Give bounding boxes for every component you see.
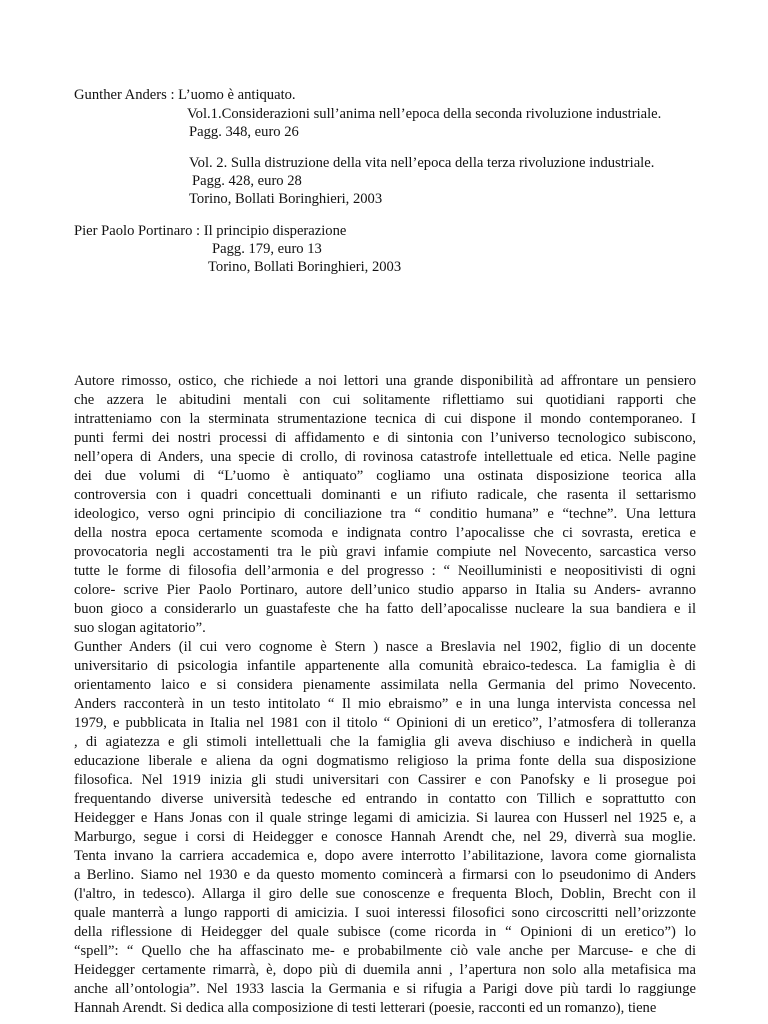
anders-publisher: Torino, Bollati Boringhieri, 2003 <box>189 191 383 207</box>
body-line: filosofica. Nel 1919 inizia gli studi universitari con Cassirer e con Panofsky e li prosegue poi <box>74 772 696 788</box>
portinaro-pages: Pagg. 179, euro 13 <box>212 241 322 257</box>
body-line: che azzera le abitudini mentali con cui solitamente riflettiamo sui quotidiani rapporti che <box>74 392 696 408</box>
body-line: Tenta invano la carriera accademica e, dopo avere interrotto l’abilitazione, lavora come giornalista <box>74 848 696 864</box>
body-line: orientamento laico e si considera pienamente assimilata nella Germania del primo Novecento. <box>74 677 696 693</box>
body-line: a Berlino. Siamo nel 1930 e da questo momento comincerà a firmarsi con lo pseudonimo di Anders <box>74 867 696 883</box>
body-line: dei due volumi di “L’uomo è antiquato” cogliamo una ostinata disposizione teorica alla <box>74 468 696 484</box>
body-line: quale manterrà a lungo rapporti di amicizia. I suoi interessi filosofici sono circoscritti nell’orizzonte <box>74 905 696 921</box>
body-line: colore- scrive Pier Paolo Portinaro, autore dell’unico studio apparso in Italia su Anders- avranno <box>74 582 696 598</box>
anders-heading: Gunther Anders : L’uomo è antiquato. <box>74 87 296 103</box>
body-line: Anders racconterà in un testo intitolato “ Il mio ebraismo” e in una lunga intervista concessa nel <box>74 696 696 712</box>
body-line: Gunther Anders (il cui vero cognome è Stern ) nasce a Breslavia nel 1902, figlio di un docente <box>74 639 696 655</box>
body-line: punti fermi dei nostri processi di affidamento e di sintonia con l’universo tecnologico subiscono, <box>74 430 696 446</box>
body-line: suo slogan agitatorio”. <box>74 620 206 636</box>
body-line: (l'altro, in tedesco). Allarga il giro delle sue conoscenze e frequenta Bloch, Doblin, Brecht con il <box>74 886 696 902</box>
body-line: “spell”: “ Quello che ha affascinato me- e probabilmente ciò vale anche per Marcuse- e che di <box>74 943 696 959</box>
body-line: buon gioco a considerarlo un guastafeste che ha fatto dell’apocalisse nucleare la sua bandiera e il <box>74 601 696 617</box>
body-line: nell’opera di Anders, una specie di crollo, di rovinosa catastrofe intellettuale ed etica. Nelle pagine <box>74 449 696 465</box>
body-line: 1979, e pubblicata in Italia nel 1981 con il titolo “ Opinioni di un eretico”, l’atmosfera di tolleranza <box>74 715 696 731</box>
body-line: intratteniamo con la sterminata strumentazione tecnica di cui dispone il mondo contemporaneo. I <box>74 411 696 427</box>
body-line: Heidegger e Hans Jonas con il quale stringe legami di amicizia. Si laurea con Husserl nel 1925 e, a <box>74 810 696 826</box>
anders-vol1-pages: Pagg. 348, euro 26 <box>189 124 299 140</box>
anders-vol2-title: Vol. 2. Sulla distruzione della vita nell’epoca della terza rivoluzione industriale. <box>189 155 655 171</box>
portinaro-publisher: Torino, Bollati Boringhieri, 2003 <box>208 259 402 275</box>
anders-vol1-title: Vol.1.Considerazioni sull’anima nell’epoca della seconda rivoluzione industriale. <box>187 106 662 122</box>
portinaro-heading: Pier Paolo Portinaro : Il principio disperazione <box>74 223 347 239</box>
body-line: , di agiatezza e gli stimoli intellettuali che la famiglia gli aveva dischiuso e indicherà in quella <box>74 734 696 750</box>
body-line: universitario di psicologia infantile appartenente alla comunità ebraico-tedesca. La famiglia è di <box>74 658 696 674</box>
body-line: controversia con i quadri concettuali dominanti e un rifiuto radicale, che rasenta il settarismo <box>74 487 696 503</box>
body-line: Heidegger certamente rimarrà, è, dopo più di duemila anni , l’apertura non solo alla metafisica ma <box>74 962 696 978</box>
body-line: provocatoria negli accostamenti tra le più gravi infamie compiute nel Novecento, sarcastica verso <box>74 544 696 560</box>
body-line: Hannah Arendt. Si dedica alla composizione di testi letterari (poesie, racconti ed un romanzo), tiene <box>74 1000 657 1016</box>
body-line: tutte le forme di filosofia dell’armonia e del progresso : “ Neoilluministi e neopositivisti di ogni <box>74 563 696 579</box>
body-line: della nostra epoca certamente scomoda e indignata contro l’apocalisse che ci sovrasta, eretica e <box>74 525 696 541</box>
body-line: anche all’ontologia”. Nel 1933 lascia la Germania e si rifugia a Parigi dove più tardi lo raggiunge <box>74 981 696 997</box>
body-line: frequentando diverse università tedesche ed entrando in contatto con Tillich e soprattutto con <box>74 791 696 807</box>
review-body <box>74 372 696 1018</box>
body-line: educazione liberale e aliena da ogni dogmatismo religioso la prima fonte della sua disposizione <box>74 753 696 769</box>
body-line: ideologico, verso ogni principio di conciliazione tra “ conditio humana” e “techne”. Una lettura <box>74 506 696 522</box>
body-line: della riflessione di Heidegger del quale subisce (come ricorda in “ Opinioni di un eretico”) lo <box>74 924 696 940</box>
anders-vol2-pages: Pagg. 428, euro 28 <box>192 173 302 189</box>
body-line: Autore rimosso, ostico, che richiede a noi lettori una grande disponibilità ad affrontare un pensiero <box>74 373 696 389</box>
body-line: Marburgo, segue i corsi di Heidegger e conosce Hannah Arendt che, nel 29, diverrà sua moglie. <box>74 829 696 845</box>
